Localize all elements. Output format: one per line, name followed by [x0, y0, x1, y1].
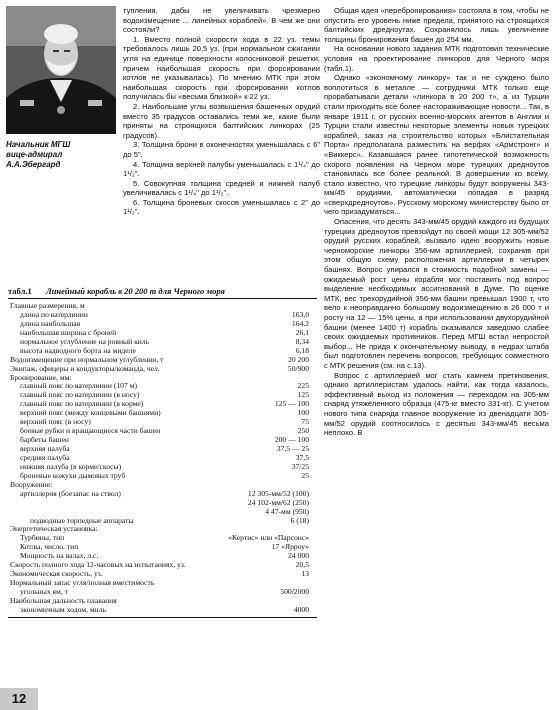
row-label: нижняя палуба (в корме/скосы)	[20, 461, 122, 471]
spec-table	[8, 302, 317, 615]
portrait-photo	[6, 6, 116, 134]
row-value: 13	[301, 569, 309, 579]
paragraph: 2. Наибольшие углы возвышения башенных орудий вместо 35 градусов оставались теми же, какие были приняты на строящихся балтийских линкорах (25 градусов).	[123, 101, 320, 140]
row-label: Экономическая скорость, уз.	[10, 569, 103, 579]
portrait-caption	[6, 140, 118, 170]
row-label: наибольшая ширина с броней	[20, 327, 117, 337]
row-label: верхний пояс (в носу)	[20, 417, 91, 427]
row-label: артиллерия (боезапас на ствол)	[20, 488, 121, 498]
paragraph: 4. Толщина верхней палубы уменьшалась с 1¹/₄" до 1¹/₂".	[123, 159, 320, 179]
right-column-text	[324, 6, 549, 438]
row-value: 500/2000	[280, 587, 309, 596]
row-label: верхняя палуба	[20, 444, 70, 453]
row-label: барбеты башен	[20, 435, 69, 445]
table-top-rule	[8, 298, 317, 299]
row-label: нормальное углубление на ровный киль	[20, 336, 150, 346]
row-value: 225	[297, 381, 309, 391]
row-value: 50/900	[287, 363, 309, 373]
row-label: Вооружение:	[10, 479, 53, 489]
table-caption: Линейный корабль в 20 200 т для Черного моря	[45, 286, 225, 296]
row-label: верхний пояс (между концевыми башнями)	[20, 408, 161, 418]
row-label: Котлы, число, тип	[20, 542, 79, 552]
table-bottom-rule	[8, 617, 317, 618]
paragraph: 1. Вместо полной скорости хода в 22 уз. темы требовалось лишь 20,5 уз. (при нормальном сжигании угля на единице поверхности колосниковой решетки, причем наибольшая скорость при форсировании котлов не указывалась). По мнению МТК при этом наибольшая скорость при форсировании котлов получилась бы «весьма близкой» к 22 уз.	[123, 34, 320, 102]
row-label: Энергетическая установка:	[10, 524, 98, 534]
row-label: подводные торпедные аппараты	[30, 515, 134, 525]
row-label: броневые кожухи дымовых труб	[20, 470, 126, 480]
row-value: 75	[301, 417, 309, 427]
paragraph: 6. Толщина броневых скосов уменьшалась с 2" до 1¹/₂".	[123, 197, 320, 217]
row-label: главный пояс по ватерлинии (107 м)	[20, 381, 137, 391]
row-label: средняя палуба	[20, 452, 70, 462]
row-label: Экипаж, офицеры и кондукторы/команда, чел.	[10, 363, 160, 373]
row-value: 37,5	[295, 452, 309, 462]
row-value: 4 47-мм (950)	[265, 506, 309, 516]
row-label: Бронирование, мм:	[10, 372, 72, 382]
row-label: главный пояс по ватерлинии (в носу)	[20, 390, 140, 400]
row-value: 200 — 100	[274, 435, 309, 445]
portrait-image	[6, 6, 116, 134]
row-value: 163,0	[291, 309, 309, 319]
table-row	[8, 472, 317, 481]
row-value: 6,18	[295, 345, 309, 355]
paragraph: Опасения, что десять 343-мм/45 орудий каждого из будущих турецких дредноутов превзойдут по своей мощи 12 305-мм/52 орудий русских кораблей, вызвало идею вооружить новые черноморские линкоры 356-мм артиллерией, сохранив при этом общую схему расположения артиллерии в четырех башнях. Вопрос упирался в стоимость подобной замены — ожидаемый рост цены корабля мог поставить под вопрос выделение необходимых ассигнований в Думе. По оценке МТК, вес трехорудийной 356-мм башни превышал 1900 т, что вело к неоправданно большому водоизмещению в 26 000 т и росту на 12 — 15% цены, а при использовании двухорудийной башни (менее 1400 т) корабль оказывался заведомо слабее своих ожидаемых противников. Перед МГШ встал непростой выбор... Не придя к окончательному выводу, в недрах штаба был подготовлен перечень вопросов, требующих совместного с МТК решения (см. на с.13).	[324, 217, 549, 370]
table-title	[8, 286, 318, 296]
row-value: 25	[301, 470, 309, 480]
row-label: Водоизмещение при нормальном углублении, т	[10, 354, 164, 364]
row-value: «Кертис» или «Парсонс»	[228, 533, 309, 543]
row-value: 20 200	[288, 354, 309, 364]
row-label: Наибольшая дальность плавания	[10, 595, 117, 605]
row-value: 100	[297, 408, 309, 418]
row-label: высота надводного борта на миделе	[20, 345, 136, 355]
paragraph: На основании нового задания МТК подготовил технические условия на проектирование линкоров для Черного моря (табл.1).	[324, 44, 549, 73]
caption-line: Начальник МГШ	[6, 140, 71, 149]
row-label: Скорость полного хода 12-часовых на испытаниях, уз.	[10, 560, 186, 570]
row-label: главный пояс по ватерлинии (в корме)	[20, 399, 144, 409]
paragraph: 3. Толщина брони в оконечностях уменьшалась с 6" до 5".	[123, 140, 320, 159]
row-label: Турбины, тип	[20, 533, 65, 543]
paragraph: Общая идея «перебронирования» состояла в том, чтобы не опустить его уровень ниже предела, принятого на строящихся балтийских дредноутах. Сохранялось лишь увеличение толщины бронирования башен до 254 мм.	[324, 6, 549, 44]
paragraph: Однако «экономному линкору» так и не суждено было воплотиться в металле — сотрудники МТК только еще прорабатывали детали «линкора в 20 200 т», а из Турции стали приходить все более настораживающие новости... Так, в январе 1911 г. от русских военно-морских агентов в Англии и Турции стали известны некоторые элементы новых турецких кораблей, заказ на строительство которых «Блистательная Порта» предполагала разместить на верфях «Армстронг» и «Виккерс». Казавшаяся ранее гипотетической возможность скорого появления на Черном море турецких дредноутов становилась все более реальной. В довершении ко всему, стало известно, что турецкие линкоры будут вооружены 343-мм/45 орудиями, автоматически попадая в разряд «сверхдредноутов». Русскому морскому министерству было от чего призадуматься...	[324, 73, 549, 217]
row-value: 12 305-мм/52 (100)	[247, 488, 309, 498]
row-label: длина наибольшая	[20, 318, 81, 328]
row-value: 20,5	[295, 560, 309, 570]
row-label: Главные размерения, м	[10, 301, 85, 310]
row-value: 24 000	[288, 551, 309, 561]
row-label: боевые рубки и вращающиеся части башен	[20, 426, 161, 436]
paragraph: Вопрос с артиллерией мог стать камнем преткновения, однако артиллеристам удалось найти, как тогда казалось, эффективный выход из положения — переходом на 305-мм снаряд утяжеленного образца (475-кг вместо 331-кг). С учетом нового типа снаряда главное вооружение из двенадцати 305-мм/52 орудий соотносилось с десятью 343-мм/45 весьма неплохо. В	[324, 370, 549, 438]
row-value: 24 102-мм/62 (250)	[247, 497, 309, 507]
row-label: Мощность на валах, л.с.	[20, 551, 99, 561]
row-value: 26,1	[295, 327, 309, 337]
row-value: 125 — 100	[274, 399, 309, 409]
row-value: 6 (18)	[290, 515, 309, 525]
row-value: 37,5 — 25	[276, 444, 309, 453]
row-value: 250	[297, 426, 309, 436]
row-label: длина по ватерлинии	[20, 309, 88, 319]
row-value: 4000	[293, 604, 309, 614]
row-value: 17 «Ярроу»	[271, 542, 309, 552]
row-label: экономичным ходом, миль	[20, 604, 106, 614]
row-value: 125	[297, 390, 309, 400]
paragraph: тупления, дабы не увеличивать чрезмерно водоизмещение ... линейных кораблей». В чем же они состояли?	[123, 6, 320, 35]
table-row	[8, 606, 317, 615]
row-value: 8,34	[295, 336, 309, 346]
row-value: 37/25	[291, 461, 309, 471]
middle-column-text	[123, 6, 320, 217]
table-number: табл.1	[8, 286, 32, 296]
row-label: Нормальный запас угля/полная вместимость	[10, 578, 155, 588]
paragraph: 5. Совокупная толщина средней и нижней палуб увеличивалась с 1¹/₄" до 1¹/₂".	[123, 178, 320, 198]
row-value: 164,2	[291, 318, 309, 328]
row-label: угольных ям, т	[20, 587, 68, 596]
caption-line: А.А.Эбергард	[6, 160, 61, 169]
caption-line: вице-адмирал	[6, 150, 63, 159]
page-number: 12	[0, 688, 38, 710]
